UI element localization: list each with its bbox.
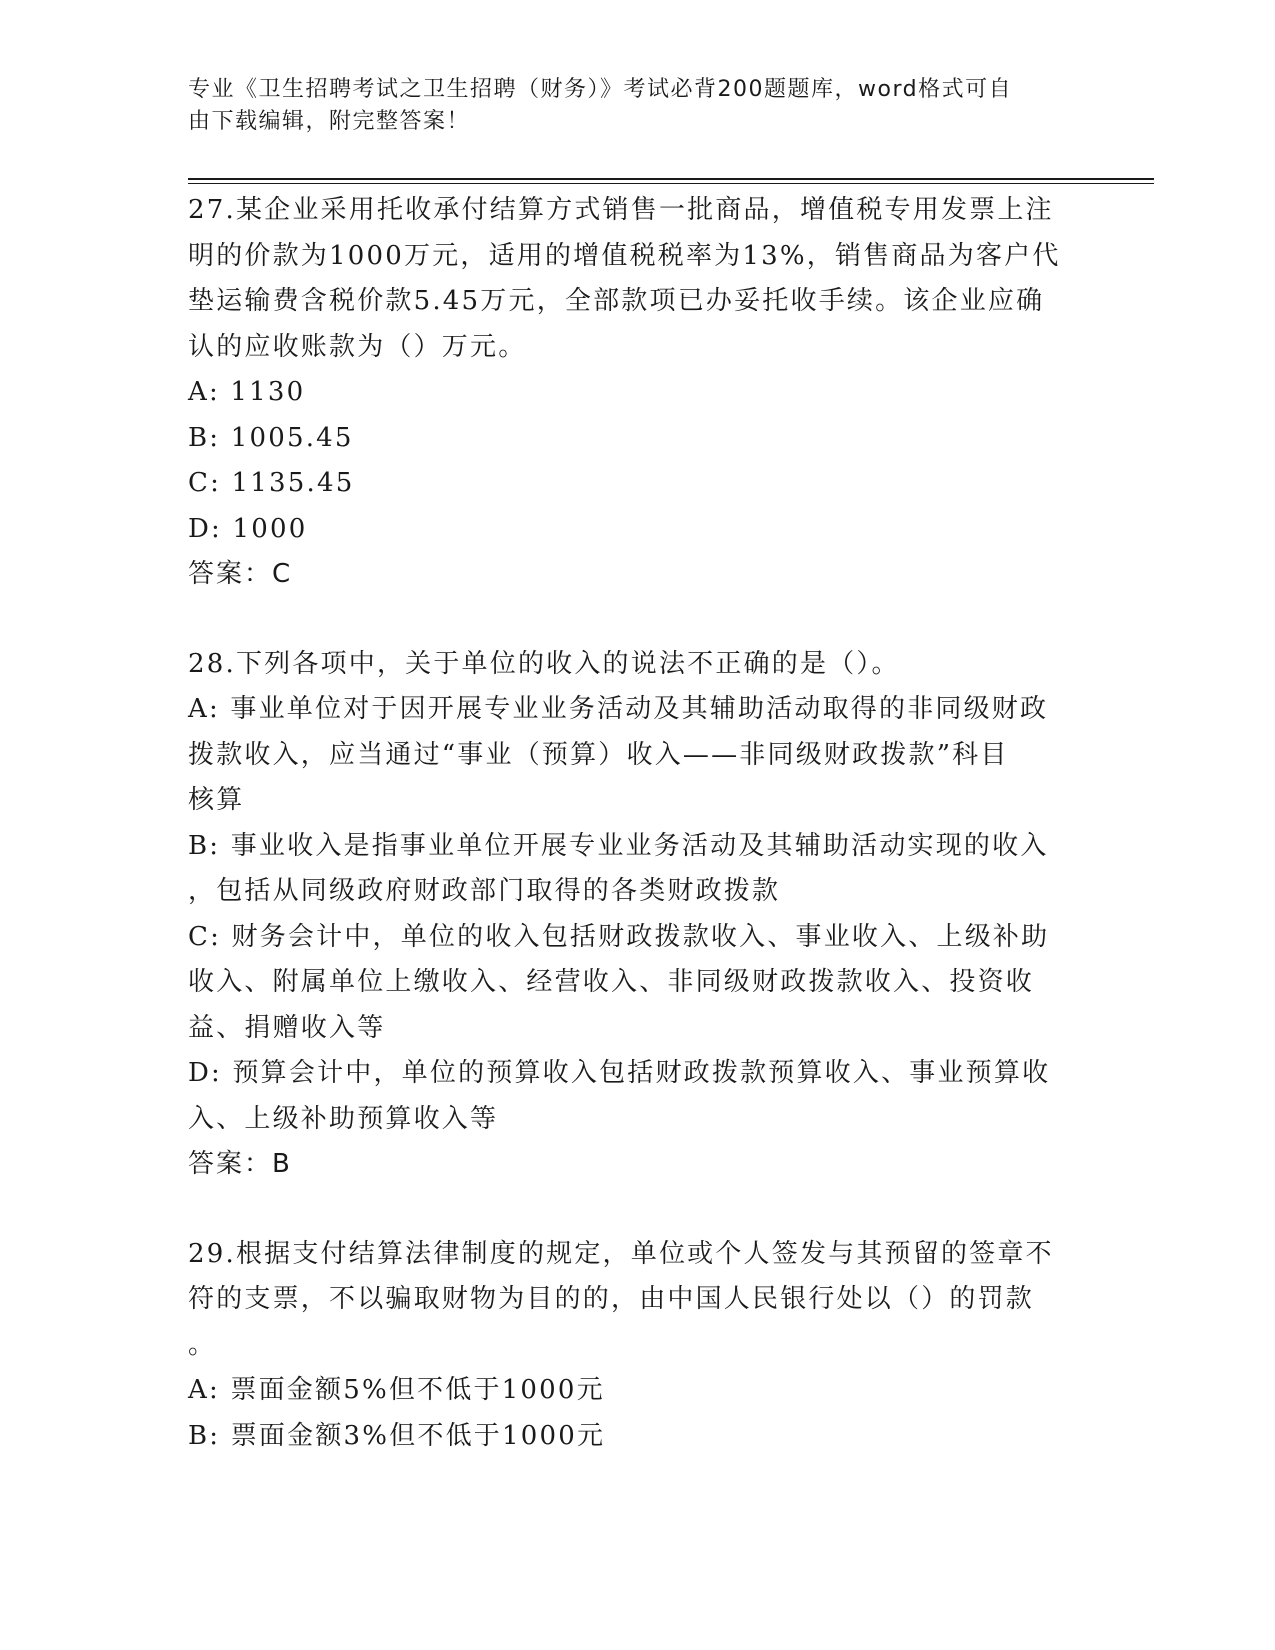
option-a-continued: 拨款收入，应当通过“事业（预算）收入——非同级财政拨款”科目: [188, 739, 1009, 770]
question-29: [188, 1232, 1078, 1460]
option-c-continued: 收入、附属单位上缴收入、经营收入、非同级财政拨款收入、投资收: [188, 967, 1035, 997]
document-header: [188, 74, 1068, 138]
option-c: C: 1135.45: [188, 468, 355, 498]
option-a: A: 事业单位对于因开展专业业务活动及其辅助活动取得的非同级财政: [188, 694, 1049, 724]
header-line: 由下载编辑，附完整答案！: [188, 109, 471, 134]
option-d-continued: 入、上级补助预算收入等: [188, 1103, 499, 1134]
option-b: B: 票面金额3%但不低于1000元: [188, 1420, 606, 1451]
question-28: [188, 642, 1078, 1188]
option-b: B: 1005.45: [188, 422, 354, 453]
option-d: D: 预算会计中，单位的预算收入包括财政拨款预算收入、事业预算收: [188, 1058, 1051, 1088]
answer-label: 答案：B: [188, 1149, 292, 1179]
header-divider-thin: [188, 183, 1154, 184]
question-stem-line: 27.某企业采用托收承付结算方式销售一批商品，增值税专用发票上注: [188, 195, 1054, 225]
option-d: D: 1000: [188, 513, 308, 544]
header-line: 专业《卫生招聘考试之卫生招聘（财务）》考试必背200题题库，word格式可自: [188, 77, 1013, 102]
option-b: B: 事业收入是指事业单位开展专业业务活动及其辅助活动实现的收入: [188, 830, 1049, 861]
option-c-continued: 益、捐赠收入等: [188, 1012, 386, 1043]
question-stem-line: 明的价款为1000万元，适用的增值税税率为13%，销售商品为客户代: [188, 240, 1061, 271]
option-a: A: 1130: [188, 377, 306, 407]
question-list: [188, 188, 1078, 1459]
option-a-continued: 核算: [188, 785, 245, 815]
option-b-continued: ，包括从同级政府财政部门取得的各类财政拨款: [188, 876, 781, 906]
option-c: C: 财务会计中，单位的收入包括财政拨款收入、事业收入、上级补助: [188, 921, 1050, 952]
question-27: [188, 188, 1078, 598]
option-a: A: 票面金额5%但不低于1000元: [188, 1375, 605, 1405]
question-stem-line: 。: [188, 1329, 217, 1360]
question-spacer: [188, 1188, 1078, 1232]
question-stem-line: 29.根据支付结算法律制度的规定，单位或个人签发与其预留的签章不: [188, 1238, 1054, 1269]
answer-label: 答案：C: [188, 559, 293, 589]
question-stem-line: 28.下列各项中，关于单位的收入的说法不正确的是（）。: [188, 648, 900, 679]
question-stem-line: 垫运输费含税价款5.45万元，全部款项已办妥托收手续。该企业应确: [188, 286, 1045, 316]
header-divider-thick: [188, 178, 1154, 180]
question-stem-line: 认的应收账款为（）万元。: [188, 331, 527, 362]
question-spacer: [188, 598, 1078, 642]
question-stem-line: 符的支票，不以骗取财物为目的的，由中国人民银行处以（）的罚款: [188, 1284, 1035, 1314]
